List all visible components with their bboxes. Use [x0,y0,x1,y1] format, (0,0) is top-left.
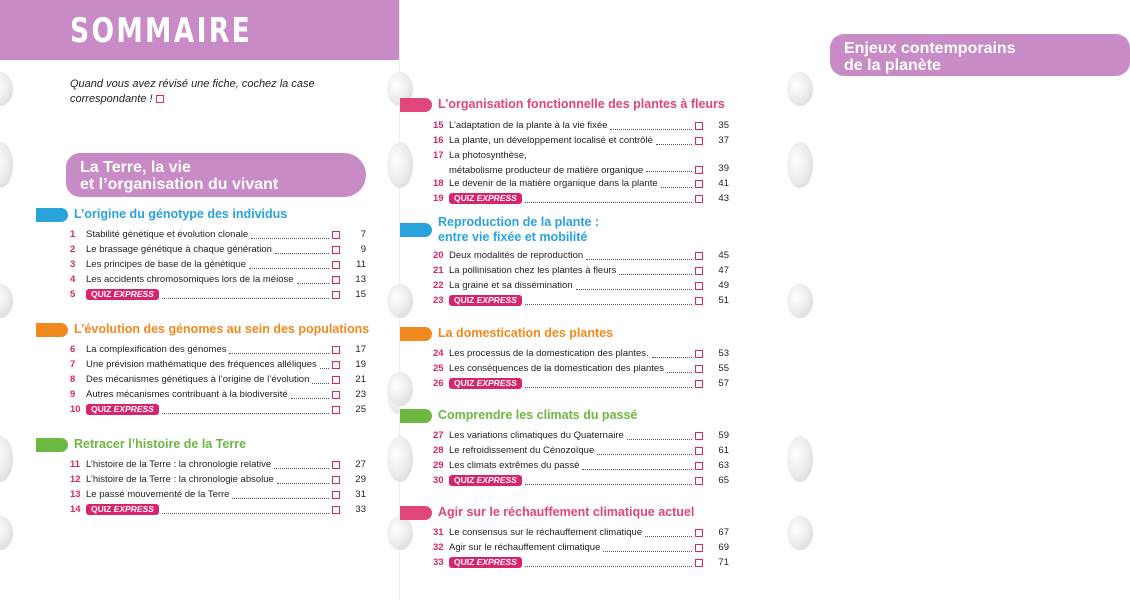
entry-title: La plante, un développement localisé et contrôlé [449,135,653,146]
chapter-title-line1: Comprendre les climats du passé [438,408,638,422]
dot-leader [297,283,329,284]
entry-title: Les principes de base de la génétique [86,259,247,270]
chapter-tab [400,223,432,237]
entry-number: 9 [70,389,76,400]
chapter-title [74,437,246,452]
chapter-tab [400,98,432,112]
quiz-express-badge [86,404,159,415]
entry-number: 30 [433,475,444,486]
entry-number: 11 [70,459,81,470]
binder-ring-icon [387,436,413,482]
toc-entry[interactable] [433,443,729,458]
checkbox-icon[interactable] [332,346,340,354]
binder-ring-icon [0,284,13,318]
binder-ring-icon [387,142,413,188]
entry-title: Les variations climatiques du Quaternaire [449,430,624,441]
quiz-express-badge [86,504,159,515]
checkbox-icon[interactable] [695,282,703,290]
quiz-label-italic: EXPRESS [474,475,517,485]
page-number: 61 [718,445,729,456]
quiz-label-bold: QUIZ [91,404,112,414]
entry-title-line2: métabolisme producteur de matière organique [449,165,644,176]
chapter-heading [400,408,637,423]
checkbox-icon[interactable] [332,291,340,299]
entry-number: 18 [433,178,444,189]
checkbox-icon[interactable] [332,246,340,254]
entry-number: 14 [70,504,81,515]
chapter-title [438,326,613,341]
checkbox-icon[interactable] [695,477,703,485]
page-number: 47 [718,265,729,276]
checkbox-icon[interactable] [332,231,340,239]
entry-number: 19 [433,193,444,204]
entry-number: 24 [433,348,444,359]
quiz-row[interactable] [433,191,729,206]
chapter-title-line1: Agir sur le réchauffement climatique actuel [438,505,695,519]
section-bubble [830,34,1130,76]
dot-leader [251,238,329,239]
page-number: 57 [718,378,729,389]
entry-title: Le consensus sur le réchauffement climatique [449,527,643,538]
chapter-items [70,342,366,417]
dot-leader [277,483,329,484]
entry-title: Les conséquences de la domestication des plantes [449,363,664,374]
entry-title: La pollinisation chez les plantes à fleurs [449,265,617,276]
checkbox-icon[interactable] [695,447,703,455]
chapter-items [70,227,366,302]
checkbox-icon[interactable] [695,432,703,440]
entry-title: Les climats extrêmes du passé [449,460,580,471]
entry-title: Les accidents chromosomiques lors de la méiose [86,274,294,285]
toc-entry[interactable] [433,361,729,376]
entry-number: 17 [433,150,444,161]
page-number: 41 [718,178,729,189]
entry-number: 1 [70,229,76,240]
left-page [0,0,400,600]
entry-number: 25 [433,363,444,374]
toc-entry[interactable] [433,248,729,263]
entry-title: Stabilité génétique et évolution clonale [86,229,249,240]
section-title-line1: Enjeux contemporains [844,40,1016,57]
entry-title: Une prévision mathématique des fréquences alléliques [86,359,317,370]
chapter-title [438,215,599,245]
toc-entry[interactable] [70,387,366,402]
entry-title: Des mécanismes génétiques à l’origine de l’évolution [86,374,310,385]
chapter-tab [36,438,68,452]
entry-number: 4 [70,274,76,285]
page-number: 69 [718,542,729,553]
binder-ring-icon [0,72,13,106]
chapter-title-line1: Reproduction de la plante : [438,215,600,229]
page-number: 15 [355,289,366,300]
quiz-label-italic: EXPRESS [111,404,154,414]
title-banner [0,0,400,60]
page-number: 7 [360,229,366,240]
intro-label: Quand vous avez révisé une fiche, cochez la case correspondante ! [70,78,315,105]
binder-ring-icon [787,284,813,318]
toc-entry[interactable] [70,257,366,272]
entry-number: 32 [433,542,444,553]
checkbox-icon[interactable] [332,361,340,369]
chapter-title-line1: L’évolution des génomes au sein des populations [74,322,370,336]
entry-title: Le passé mouvementé de la Terre [86,489,230,500]
checkbox-icon[interactable] [695,365,703,373]
checkbox-icon [156,95,164,103]
toc-entry[interactable] [433,278,729,293]
section-title-line2: de la planète [844,57,941,74]
chapter-title [438,97,725,112]
entry-title: L’histoire de la Terre : la chronologie relative [86,459,272,470]
toc-entry[interactable] [433,176,729,191]
dot-leader [525,566,692,567]
quiz-label-italic: EXPRESS [474,295,517,305]
chapter-tab [400,409,432,423]
quiz-label-italic: EXPRESS [111,289,154,299]
chapter-heading [36,322,369,337]
dot-leader [619,274,692,275]
entry-title-line1: La photosynthèse, [449,150,527,161]
checkbox-icon[interactable] [695,166,703,174]
binder-ring-icon [0,516,13,550]
checkbox-icon[interactable] [332,391,340,399]
quiz-express-badge [449,557,522,568]
quiz-label-italic: EXPRESS [474,378,517,388]
page-number: 45 [718,250,729,261]
entry-number: 10 [70,404,81,415]
entry-number: 15 [433,120,444,131]
entry-title: La graine et sa dissémination [449,280,573,291]
checkbox-icon[interactable] [695,529,703,537]
quiz-row[interactable] [433,555,729,570]
page-number: 13 [355,274,366,285]
entry-title: Le devenir de la matière organique dans la plante [449,178,658,189]
binder-ring-icon [0,436,13,482]
binder-ring-icon [387,284,413,318]
entry-number: 29 [433,460,444,471]
toc-entry[interactable] [433,148,729,176]
page-number: 35 [718,120,729,131]
entry-number: 23 [433,295,444,306]
chapter-tab [400,506,432,520]
page-number: 37 [718,135,729,146]
entry-title: Deux modalités de reproduction [449,250,584,261]
quiz-express-badge [449,295,522,306]
chapter-heading [400,97,725,112]
entry-title: L’histoire de la Terre : la chronologie absolue [86,474,274,485]
dot-leader [525,304,692,305]
checkbox-icon[interactable] [332,491,340,499]
dot-leader [597,454,692,455]
checkbox-icon[interactable] [695,122,703,130]
checkbox-icon[interactable] [695,544,703,552]
toc-entry[interactable] [70,472,366,487]
page-number: 31 [355,489,366,500]
toc-entry[interactable] [70,357,366,372]
quiz-label-bold: QUIZ [454,295,475,305]
checkbox-icon[interactable] [695,380,703,388]
dot-leader [162,298,329,299]
entry-number: 3 [70,259,76,270]
dot-leader [229,353,329,354]
checkbox-icon[interactable] [695,180,703,188]
toc-entry[interactable] [70,457,366,472]
chapter-items [433,346,729,391]
entry-title: La complexification des génomes [86,344,227,355]
chapter-title-line1: L’origine du génotype des individus [74,207,288,221]
toc-entry[interactable] [433,540,729,555]
entry-number: 2 [70,244,76,255]
checkbox-icon[interactable] [695,350,703,358]
page-title: SOMMAIRE [70,11,253,51]
chapter-heading [36,207,287,222]
chapter-heading [400,326,613,341]
dot-leader [667,372,692,373]
checkbox-icon[interactable] [332,461,340,469]
entry-number: 12 [70,474,81,485]
toc-entry[interactable] [433,428,729,443]
toc-entry[interactable] [433,263,729,278]
right-page [400,0,1016,600]
checkbox-icon[interactable] [332,476,340,484]
quiz-row[interactable] [70,402,366,417]
quiz-label-bold: QUIZ [91,504,112,514]
checkbox-icon[interactable] [695,252,703,260]
toc-entry[interactable] [70,372,366,387]
entry-number: 5 [70,289,76,300]
dot-leader [320,368,329,369]
toc-entry[interactable] [70,487,366,502]
toc-entry[interactable] [70,342,366,357]
toc-entry[interactable] [433,458,729,473]
toc-entry[interactable] [433,525,729,540]
checkbox-icon[interactable] [332,506,340,514]
section-title-line2: et l’organisation du vivant [80,176,279,193]
dot-leader [525,387,692,388]
page-number: 33 [355,504,366,515]
checkbox-icon[interactable] [695,462,703,470]
dot-leader [312,383,329,384]
checkbox-icon[interactable] [695,297,703,305]
checkbox-icon[interactable] [332,376,340,384]
entry-number: 22 [433,280,444,291]
quiz-label-italic: EXPRESS [474,557,517,567]
checkbox-icon[interactable] [695,137,703,145]
binder-ring-icon [787,72,813,106]
chapter-items [433,248,729,308]
entry-title: Agir sur le réchauffement climatique [449,542,601,553]
binder-ring-icon [387,516,413,550]
page-number: 19 [355,359,366,370]
chapter-tab [400,327,432,341]
entry-title: Le brassage génétique à chaque génération [86,244,272,255]
dot-leader [162,513,329,514]
entry-number: 28 [433,445,444,456]
quiz-label-bold: QUIZ [454,475,475,485]
chapter-items [433,118,729,206]
dot-leader [586,259,692,260]
section-bubble [66,153,366,197]
checkbox-icon[interactable] [695,267,703,275]
entry-number: 21 [433,265,444,276]
dot-leader [274,468,329,469]
binder-ring-icon [787,436,813,482]
dot-leader [656,144,692,145]
chapter-tab [36,208,68,222]
page-number: 43 [718,193,729,204]
dot-leader [525,484,692,485]
entry-title: L’adaptation de la plante à la vie fixée [449,120,608,131]
entry-number: 20 [433,250,444,261]
page-number: 59 [718,430,729,441]
quiz-express-badge [449,193,522,204]
toc-entry[interactable] [433,133,729,148]
entry-number: 31 [433,527,444,538]
page-number: 49 [718,280,729,291]
dot-leader [652,357,692,358]
dot-leader [291,398,329,399]
chapter-title-line1: La domestication des plantes [438,326,614,340]
section-title-line1: La Terre, la vie [80,159,191,176]
dot-leader [162,413,329,414]
toc-entry[interactable] [433,346,729,361]
dot-leader [275,253,329,254]
page-number: 39 [718,163,729,174]
dot-leader [582,469,692,470]
chapter-heading [400,215,599,245]
checkbox-icon[interactable] [332,261,340,269]
quiz-express-badge [449,378,522,389]
chapter-items [70,457,366,517]
quiz-row[interactable] [433,293,729,308]
chapter-title-line2: entre vie fixée et mobilité [438,230,588,244]
quiz-row[interactable] [433,376,729,391]
entry-number: 26 [433,378,444,389]
toc-entry[interactable] [433,118,729,133]
page-number: 29 [355,474,366,485]
quiz-label-bold: QUIZ [91,289,112,299]
dot-leader [525,202,692,203]
intro-text [70,77,360,107]
page-number: 51 [718,295,729,306]
binder-ring-icon [787,142,813,188]
page-number: 23 [355,389,366,400]
chapter-title [74,207,287,222]
page-number: 25 [355,404,366,415]
quiz-row[interactable] [70,502,366,517]
checkbox-icon[interactable] [695,195,703,203]
chapter-title [438,505,694,520]
dot-leader [661,187,692,188]
dot-leader [645,536,692,537]
entry-number: 33 [433,557,444,568]
quiz-express-badge [86,289,159,300]
page-number: 53 [718,348,729,359]
page-number: 9 [360,244,366,255]
quiz-row[interactable] [433,473,729,488]
dot-leader [603,551,692,552]
chapter-title-line1: L’organisation fonctionnelle des plantes à fleurs [438,97,725,111]
page-number: 65 [718,475,729,486]
entry-number: 8 [70,374,76,385]
chapter-items [433,428,729,488]
toc-entry[interactable] [70,272,366,287]
quiz-express-badge [449,475,522,486]
dot-leader [610,129,692,130]
quiz-label-bold: QUIZ [454,193,475,203]
page-number: 21 [355,374,366,385]
toc-entry[interactable] [70,227,366,242]
dot-leader [646,171,692,172]
chapter-tab [36,323,68,337]
checkbox-icon[interactable] [695,559,703,567]
quiz-label-italic: EXPRESS [111,504,154,514]
binder-ring-icon [0,142,13,188]
chapter-title [74,322,369,337]
page-number: 55 [718,363,729,374]
entry-number: 16 [433,135,444,146]
entry-title: Les processus de la domestication des plantes. [449,348,649,359]
chapter-heading [36,437,246,452]
quiz-label-bold: QUIZ [454,557,475,567]
checkbox-icon[interactable] [332,276,340,284]
entry-number: 13 [70,489,81,500]
page-number: 63 [718,460,729,471]
dot-leader [232,498,329,499]
dot-leader [576,289,692,290]
entry-number: 6 [70,344,76,355]
page-number: 11 [356,259,366,270]
checkbox-icon[interactable] [332,406,340,414]
quiz-row[interactable] [70,287,366,302]
binder-ring-icon [787,516,813,550]
chapter-items [433,525,729,570]
chapter-title [438,408,637,423]
page-number: 71 [718,557,729,568]
entry-number: 27 [433,430,444,441]
page-number: 27 [355,459,366,470]
chapter-title-line1: Retracer l’histoire de la Terre [74,437,247,451]
page-number: 17 [355,344,366,355]
chapter-heading [400,505,694,520]
quiz-label-bold: QUIZ [454,378,475,388]
entry-title: Autres mécanismes contribuant à la biodiversité [86,389,288,400]
page-number: 67 [718,527,729,538]
quiz-label-italic: EXPRESS [474,193,517,203]
dot-leader [249,268,329,269]
binder-ring-icon [387,372,413,406]
entry-title: Le refroidissement du Cénozoïque [449,445,595,456]
toc-entry[interactable] [70,242,366,257]
dot-leader [627,439,692,440]
entry-title [449,148,643,178]
entry-number: 7 [70,359,76,370]
